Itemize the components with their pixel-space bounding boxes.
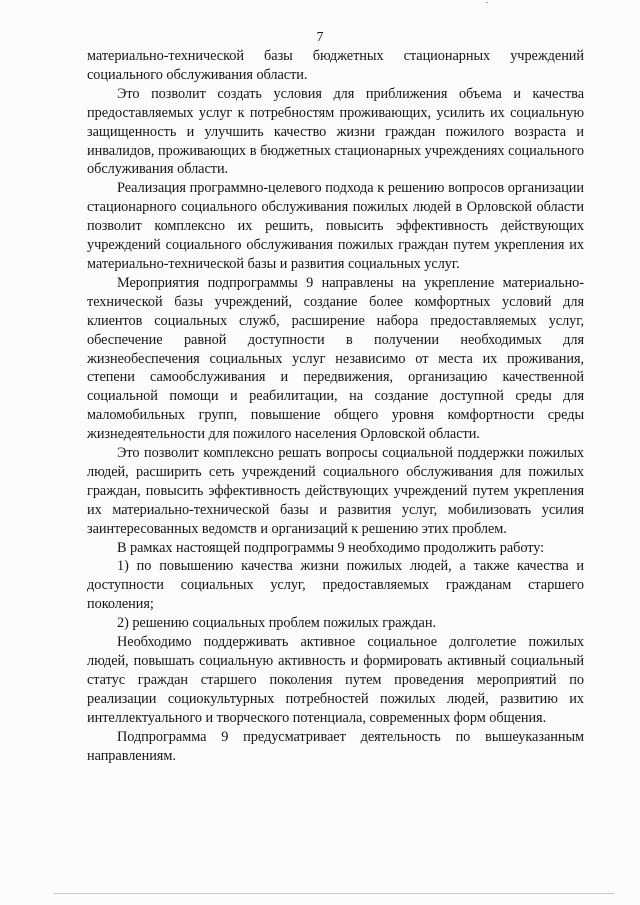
body-text xyxy=(87,47,584,765)
paragraph-conditions: Это позволит создать условия для приближения объема и качества предоставляемых услуг к потребностям проживающих, усилить их социальную защищенность и улучшить качество жизни граждан пожилого возраста и инвалидов, проживающих в бюджетных стационарных учреждениях социального обслуживания области. xyxy=(87,85,584,178)
paragraph-work-intro: В рамках настоящей подпрограммы 9 необходимо продолжить работу: xyxy=(117,539,545,556)
paragraph-measures: Мероприятия подпрограммы 9 направлены на укрепление материально-технической базы учреждений, создание более комфортных условий для клиентов социальных служб, расширение набора предоставляемых услуг, обеспечение равной доступности в получении необходимых для жизнеобеспечения социальных услуг независимо от места их проживания, степени самообслуживания и передвижения, организацию качественной социальной помощи и реабилитации, на создание доступной среды для маломобильных групп, повышение общего уровня комфортности среды жизнедеятельности для пожилого населения Орловской области. xyxy=(87,274,584,443)
paragraph-program-approach: Реализация программно-целевого подхода к решению вопросов организации стационарного социального обслуживания пожилых людей в Орловской области позволит комплексно их решить, повысить эффективность действующих учреждений социального обслуживания пожилых граждан путем укрепления их материально-технической базы и развития социальных услуг. xyxy=(87,180,584,272)
paragraph-conclusion: Подпрограмма 9 предусматривает деятельность по вышеуказанным направлениям. xyxy=(87,728,584,764)
list-item-1: 1) по повышению качества жизни пожилых людей, а также качества и доступности социальных услуг, предоставляемых гражданам старшего поколения; xyxy=(87,558,584,613)
paragraph-social-support: Это позволит комплексно решать вопросы социальной поддержки пожилых людей, расширить сеть учреждений социального обслуживания для пожилых граждан, повысить эффективность действующих учреждений путем укрепления их материально-технической базы и развития услуг, мобилизовать усилия заинтересованных ведомств и организаций к решению этих проблем. xyxy=(87,445,584,537)
bottom-rule xyxy=(54,893,614,894)
paragraph-continuation: материально-технической базы бюджетных стационарных учреждений социального обслуживания области. xyxy=(87,48,584,83)
list-item-2: 2) решению социальных проблем пожилых граждан. xyxy=(117,615,436,632)
scan-mark xyxy=(486,2,488,3)
paragraph-active-longevity: Необходимо поддерживать активное социальное долголетие пожилых людей, повышать социальную активность и формировать активный социальный статус граждан старшего поколения путем проведения мероприятий по реализации социокультурных потребностей пожилых людей, развитию их интеллектуального и творческого потенциала, современных форм общения. xyxy=(87,634,584,726)
page-number: 7 xyxy=(316,30,324,45)
